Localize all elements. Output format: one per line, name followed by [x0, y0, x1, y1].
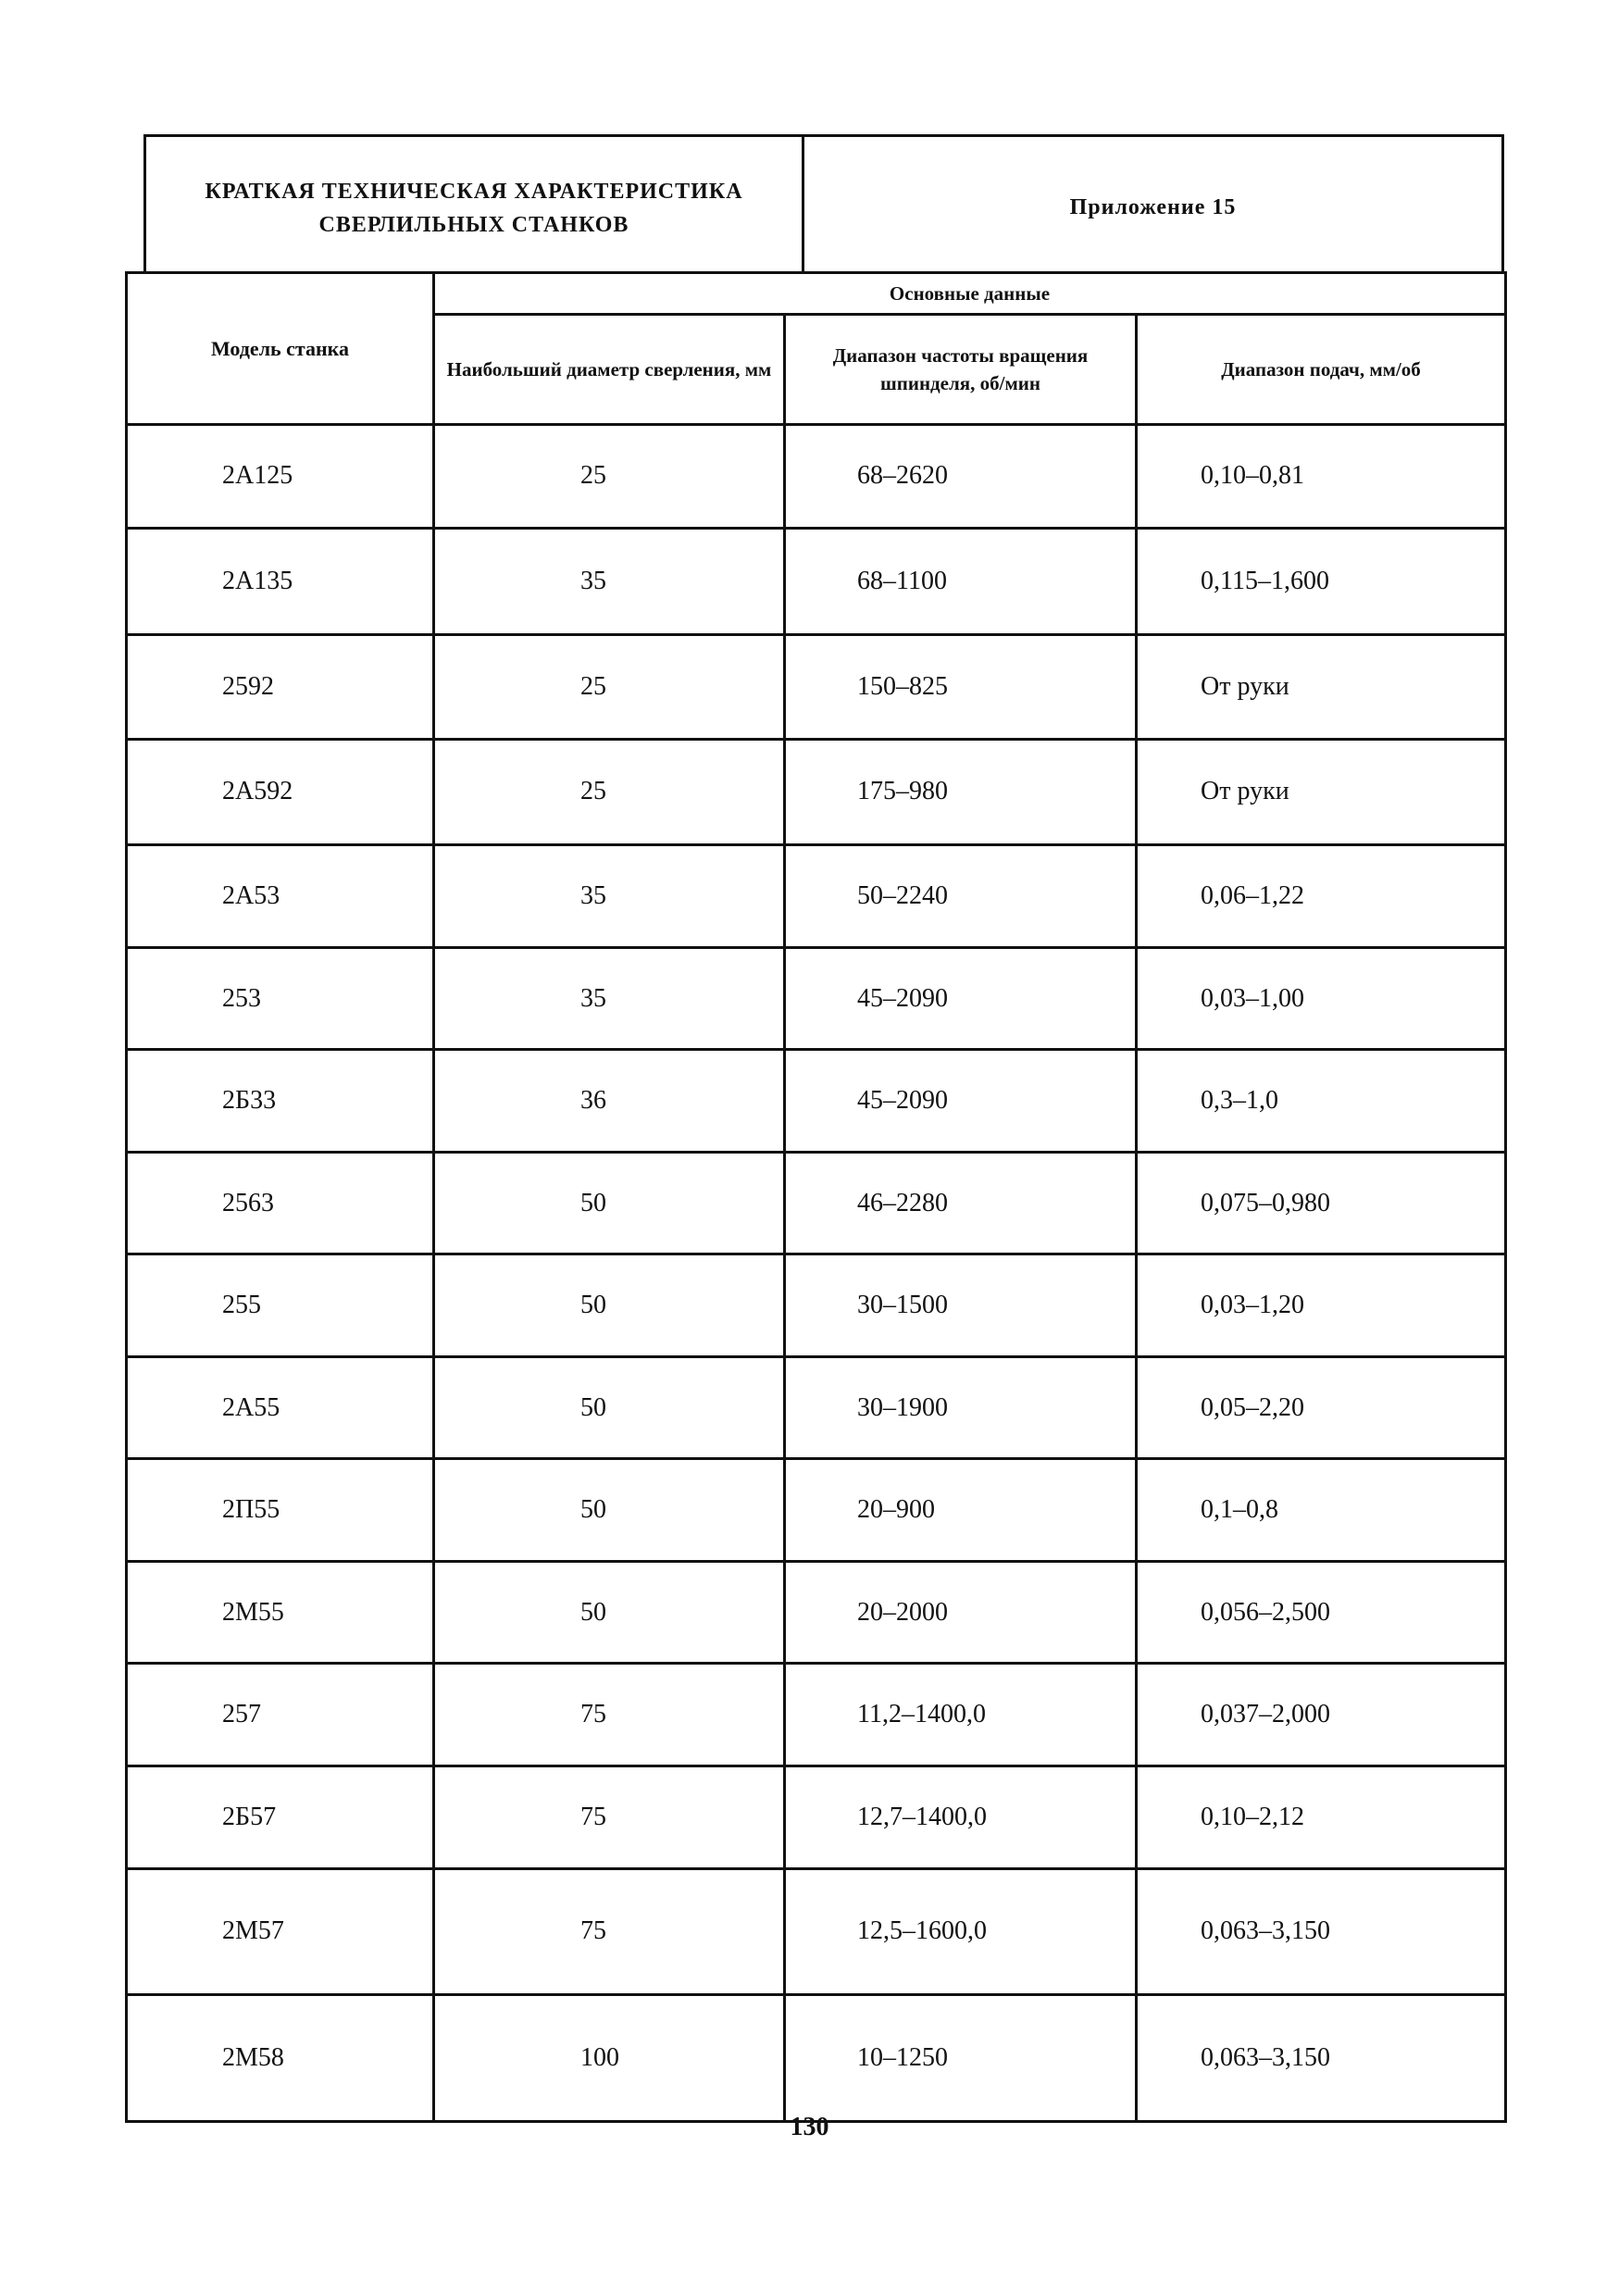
spindle-speed-cell: 12,7–1400,0: [785, 1766, 1137, 1869]
document-sheet: [143, 134, 1504, 2123]
diameter-cell: 35: [434, 845, 785, 948]
column-header-feed: Диапазон подач, мм/об: [1137, 315, 1506, 425]
table-row: [127, 845, 1506, 948]
column-header-model: Модель станка: [127, 273, 434, 425]
column-header-diameter: Наибольший диаметр сверления, мм: [434, 315, 785, 425]
feed-cell: 0,10–0,81: [1137, 425, 1506, 529]
table-row: [127, 1766, 1506, 1869]
table-row: [127, 425, 1506, 529]
feed-cell: 0,05–2,20: [1137, 1356, 1506, 1459]
feed-cell: 0,10–2,12: [1137, 1766, 1506, 1869]
feed-cell: 0,03–1,00: [1137, 947, 1506, 1050]
feed-cell: 0,063–3,150: [1137, 1995, 1506, 2122]
diameter-cell: 50: [434, 1152, 785, 1254]
model-cell: 2592: [127, 635, 434, 740]
feed-cell: 0,115–1,600: [1137, 528, 1506, 635]
diameter-cell: 36: [434, 1050, 785, 1153]
feed-cell: 0,03–1,20: [1137, 1254, 1506, 1357]
spindle-speed-cell: 20–900: [785, 1459, 1137, 1562]
model-cell: 2Б33: [127, 1050, 434, 1153]
table-row: [127, 1664, 1506, 1766]
table-row: [127, 1152, 1506, 1254]
spindle-speed-cell: 175–980: [785, 739, 1137, 845]
spindle-speed-cell: 68–1100: [785, 528, 1137, 635]
column-group-main-data: Основные данные: [434, 273, 1506, 315]
diameter-cell: 75: [434, 1766, 785, 1869]
spindle-speed-cell: 50–2240: [785, 845, 1137, 948]
diameter-cell: 100: [434, 1995, 785, 2122]
feed-cell: От руки: [1137, 635, 1506, 740]
table-row: [127, 635, 1506, 740]
spindle-speed-cell: 12,5–1600,0: [785, 1868, 1137, 1995]
diameter-cell: 35: [434, 947, 785, 1050]
column-header-spindle-speed: Диапазон частоты вращения шпинделя, об/мин: [785, 315, 1137, 425]
spindle-speed-cell: 46–2280: [785, 1152, 1137, 1254]
table-row: [127, 528, 1506, 635]
document-title: КРАТКАЯ ТЕХНИЧЕСКАЯ ХАРАКТЕРИСТИКА СВЕРЛИЛЬНЫХ СТАНКОВ: [146, 137, 804, 271]
spindle-speed-cell: 45–2090: [785, 1050, 1137, 1153]
table-row: [127, 739, 1506, 845]
spindle-speed-cell: 30–1900: [785, 1356, 1137, 1459]
model-cell: 2А53: [127, 845, 434, 948]
model-cell: 2М55: [127, 1561, 434, 1664]
table-row: [127, 1050, 1506, 1153]
spindle-speed-cell: 30–1500: [785, 1254, 1137, 1357]
model-cell: 2А125: [127, 425, 434, 529]
table-row: [127, 1459, 1506, 1562]
diameter-cell: 25: [434, 635, 785, 740]
model-cell: 2Б57: [127, 1766, 434, 1869]
feed-cell: 0,056–2,500: [1137, 1561, 1506, 1664]
diameter-cell: 75: [434, 1868, 785, 1995]
spindle-speed-cell: 11,2–1400,0: [785, 1664, 1137, 1766]
diameter-cell: 50: [434, 1356, 785, 1459]
model-cell: 257: [127, 1664, 434, 1766]
model-cell: 2М58: [127, 1995, 434, 2122]
model-cell: 2А592: [127, 739, 434, 845]
model-cell: 253: [127, 947, 434, 1050]
model-cell: 255: [127, 1254, 434, 1357]
spindle-speed-cell: 68–2620: [785, 425, 1137, 529]
diameter-cell: 25: [434, 425, 785, 529]
model-cell: 2П55: [127, 1459, 434, 1562]
feed-cell: 0,06–1,22: [1137, 845, 1506, 948]
model-cell: 2563: [127, 1152, 434, 1254]
spindle-speed-cell: 10–1250: [785, 1995, 1137, 2122]
document-header: [143, 134, 1504, 271]
spindle-speed-cell: 150–825: [785, 635, 1137, 740]
diameter-cell: 25: [434, 739, 785, 845]
spindle-speed-cell: 20–2000: [785, 1561, 1137, 1664]
table-row: [127, 1254, 1506, 1357]
table-row: [127, 947, 1506, 1050]
diameter-cell: 50: [434, 1459, 785, 1562]
spindle-speed-cell: 45–2090: [785, 947, 1137, 1050]
model-cell: 2А135: [127, 528, 434, 635]
drilling-machines-table: [125, 271, 1507, 2123]
page-number: 130: [790, 2113, 829, 2141]
model-cell: 2М57: [127, 1868, 434, 1995]
feed-cell: 0,037–2,000: [1137, 1664, 1506, 1766]
diameter-cell: 35: [434, 528, 785, 635]
feed-cell: 0,075–0,980: [1137, 1152, 1506, 1254]
table-row: [127, 1868, 1506, 1995]
feed-cell: 0,1–0,8: [1137, 1459, 1506, 1562]
table-row: [127, 1561, 1506, 1664]
feed-cell: От руки: [1137, 739, 1506, 845]
table-row: [127, 1995, 1506, 2122]
feed-cell: 0,063–3,150: [1137, 1868, 1506, 1995]
table-row: [127, 1356, 1506, 1459]
diameter-cell: 50: [434, 1254, 785, 1357]
feed-cell: 0,3–1,0: [1137, 1050, 1506, 1153]
model-cell: 2А55: [127, 1356, 434, 1459]
diameter-cell: 75: [434, 1664, 785, 1766]
appendix-label: Приложение 15: [1069, 195, 1237, 219]
diameter-cell: 50: [434, 1561, 785, 1664]
